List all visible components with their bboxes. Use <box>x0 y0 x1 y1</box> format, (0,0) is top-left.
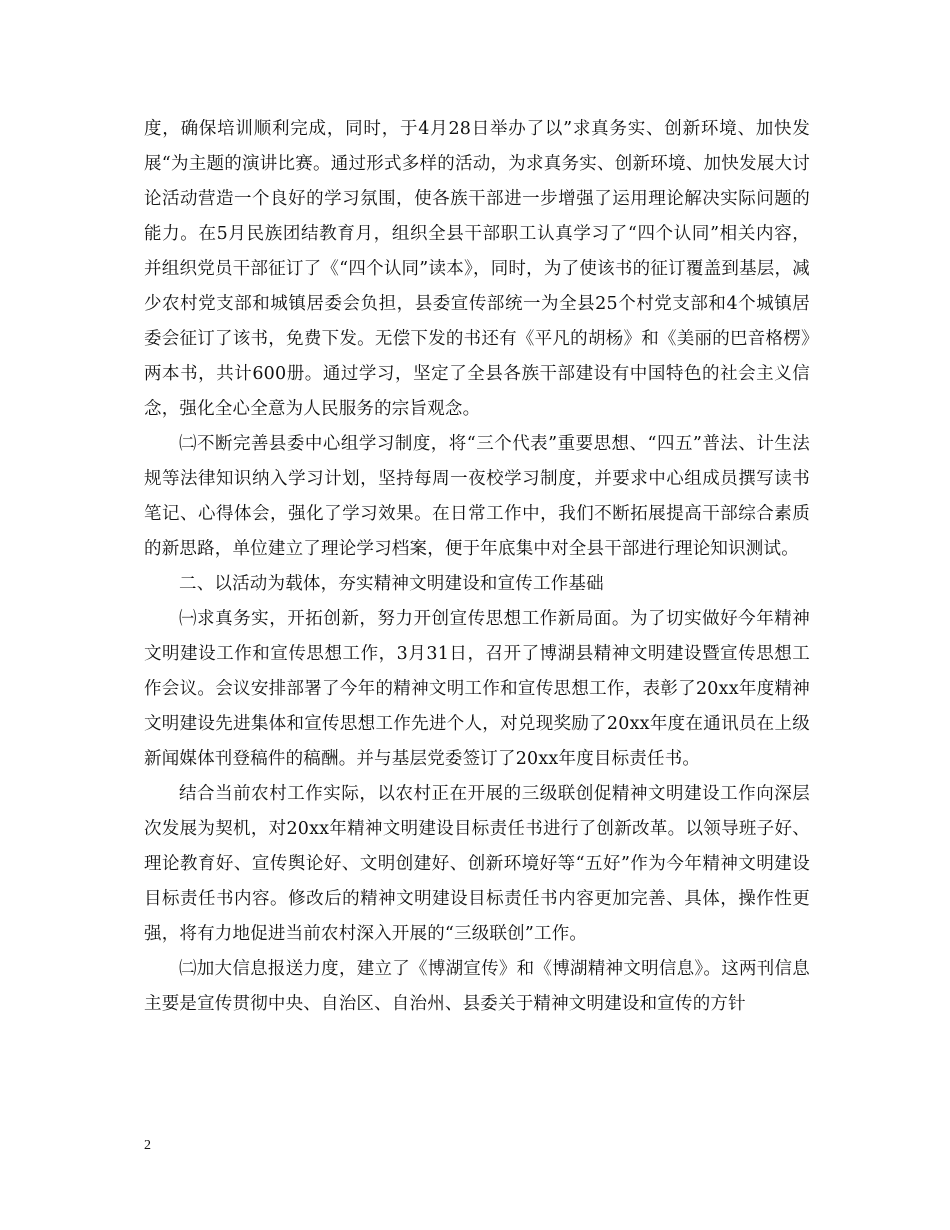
paragraph-continuation: 度，确保培训顺利完成，同时，于4月28日举办了以”求真务实、创新环境、加快发展“为主题的演讲比赛。通过形式多样的活动，为求真务实、创新环境、加快发展大讨论活动营造一个良好的学习氛围，使各族干部进一步增强了运用理论解决实际问题的能力。在5月民族团结教育月，组织全县干部职工认真学习了“四个认同”相关内容，并组织党员干部征订了《“四个认同”读本》，同时，为了使该书的征订覆盖到基层，减少农村党支部和城镇居委会负担，县委宣传部统一为全县25个村党支部和4个城镇居委会征订了该书，免费下发。无偿下发的书还有《平凡的胡杨》和《美丽的巴音格楞》两本书，共计600册。通过学习，坚定了全县各族干部建设有中国特色的社会主义信念，强化全心全意为人民服务的宗旨观念。 <box>144 119 810 419</box>
paragraph-information: ㈡加大信息报送力度，建立了《博湖宣传》和《博湖精神文明信息》。这两刊信息主要是宣传贯彻中央、自治区、自治州、县委关于精神文明建设和宣传的方针 <box>144 959 810 1014</box>
paragraph-rural-work: 结合当前农村工作实际，以农村正在开展的三级联创促精神文明建设工作向深层次发展为契机，对20xx年精神文明建设目标责任书进行了创新改革。以领导班子好、理论教育好、宣传舆论好、文明创建好、创新环境好等“五好”作为今年精神文明建设目标责任书内容。修改后的精神文明建设目标责任书内容更加完善、具体，操作性更强，将有力地促进当前农村深入开展的“三级联创”工作。 <box>144 784 810 944</box>
section-heading-two: 二、以活动为载体，夯实精神文明建设和宣传工作基础 <box>179 574 604 594</box>
paragraph-study-system: ㈡不断完善县委中心组学习制度，将“三个代表”重要思想、“四五”普法、计生法规等法律知识纳入学习计划，坚持每周一夜校学习制度，并要求中心组成员撰写读书笔记、心得体会，强化了学习效果。在日常工作中，我们不断拓展提高干部综合素质的新思路，单位建立了理论学习档案，便于年底集中对全县干部进行理论知识测试。 <box>144 434 810 559</box>
paragraph-innovation: ㈠求真务实，开拓创新，努力开创宣传思想工作新局面。为了切实做好今年精神文明建设工作和宣传思想工作，3月31日，召开了博湖县精神文明建设暨宣传思想工作会议。会议安排部署了今年的精神文明工作和宣传思想工作，表彰了20xx年度精神文明建设先进集体和宣传思想工作先进个人，对兑现奖励了20xx年度在通讯员在上级新闻媒体刊登稿件的稿酬。并与基层党委签订了20xx年度目标责任书。 <box>144 609 810 769</box>
page-number: 2 <box>144 1138 151 1153</box>
document-body <box>144 112 810 1022</box>
